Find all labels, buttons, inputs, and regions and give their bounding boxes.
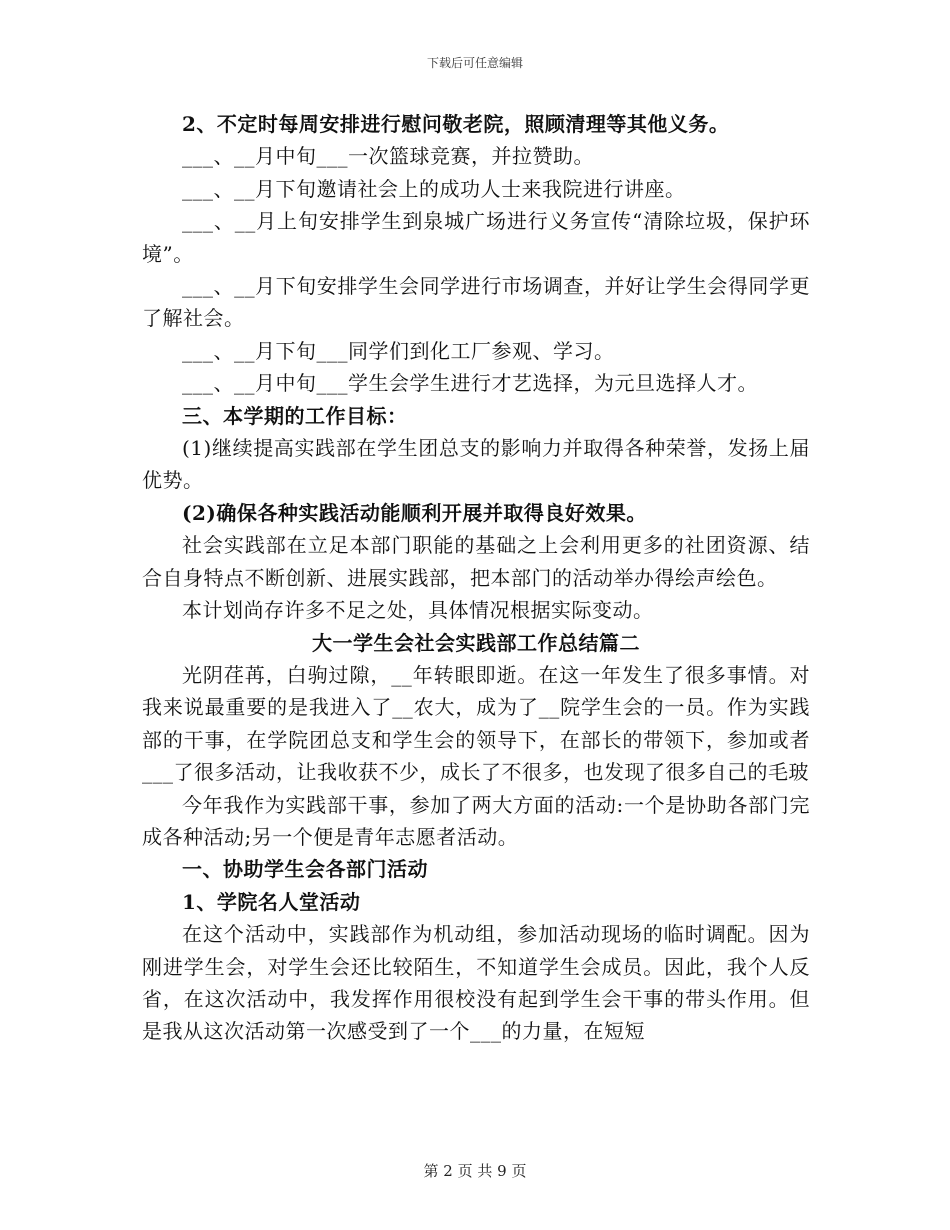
paragraph-5: ___、__月下旬安排学生会同学进行市场调查，并好让学生会得同学更了解社会。 xyxy=(142,274,810,331)
section-heading-assist: 一、协助学生会各部门活动 xyxy=(182,857,428,882)
paragraph-1: 2、不定时每周安排进行慰问敬老院，照顾清理等其他义务。 xyxy=(182,112,730,136)
page-footer: 第 2 页 共 9 页 xyxy=(423,1162,527,1180)
paragraph-goal-1: (1)继续提高实践部在学生团总支的影响力并取得各种荣誉，发扬上届优势。 xyxy=(142,436,810,493)
paragraph-11: 社会实践部在立足本部门职能的基础之上会利用更多的社团资源、结合自身特点不断创新、进展实践部，把本部门的活动举办得绘声绘色。 xyxy=(142,533,810,590)
paragraph-18: 在这个活动中，实践部作为机动组，参加活动现场的临时调配。因为刚进学生会，对学生会还比较陌生，不知道学生会成员。因此，我个人反省，在这次活动中，我发挥作用很校没有起到学生会干事的带头作用。但是我从这次活动第一次感受到了一个___的力量，在短短 xyxy=(142,922,810,1044)
paragraph-6: ___、__月下旬___同学们到化工厂参观、学习。 xyxy=(182,338,615,363)
page-header: 下载后可任意编辑 xyxy=(426,56,523,70)
paragraph-3: ___、__月下旬邀请社会上的成功人士来我院进行讲座。 xyxy=(182,176,686,201)
paragraph-12: 本计划尚存许多不足之处，具体情况根据实际变动。 xyxy=(182,598,654,623)
paragraph-7: ___、__月中旬___学生会学生进行才艺选择，为元旦选择人才。 xyxy=(182,371,758,396)
article-title: 大一学生会社会实践部工作总结篇二 xyxy=(312,630,640,655)
paragraph-4: ___、__月上旬安排学生到泉城广场进行义务宣传“清除垃圾，保护环境”。 xyxy=(142,209,810,266)
paragraph-15: 今年我作为实践部干事，参加了两大方面的活动:一个是协助各部门完成各种活动;另一个便是青年志愿者活动。 xyxy=(142,792,810,849)
section-heading-goals: 三、本学期的工作目标： xyxy=(182,403,408,428)
paragraph-14: 光阴荏苒，白驹过隙，__年转眼即逝。在这一年发生了很多事情。对我来说最重要的是我进入了__农大，成为了__院学生会的一员。作为实践部的干事，在学院团总支和学生会的领导下，在部长的带领下，参加或者___了很多活动，让我收获不少，成长了不很多，也发现了很多自己的毛玻 xyxy=(142,662,810,785)
paragraph-goal-2: (2)确保各种实践活动能顺利开展并取得良好效果。 xyxy=(182,500,647,525)
document-body xyxy=(142,108,810,1048)
paragraph-2: ___、__月中旬___一次篮球竞赛，并拉赞助。 xyxy=(182,144,594,169)
subsection-heading-hall-of-fame: 1、学院名人堂活动 xyxy=(182,889,361,914)
